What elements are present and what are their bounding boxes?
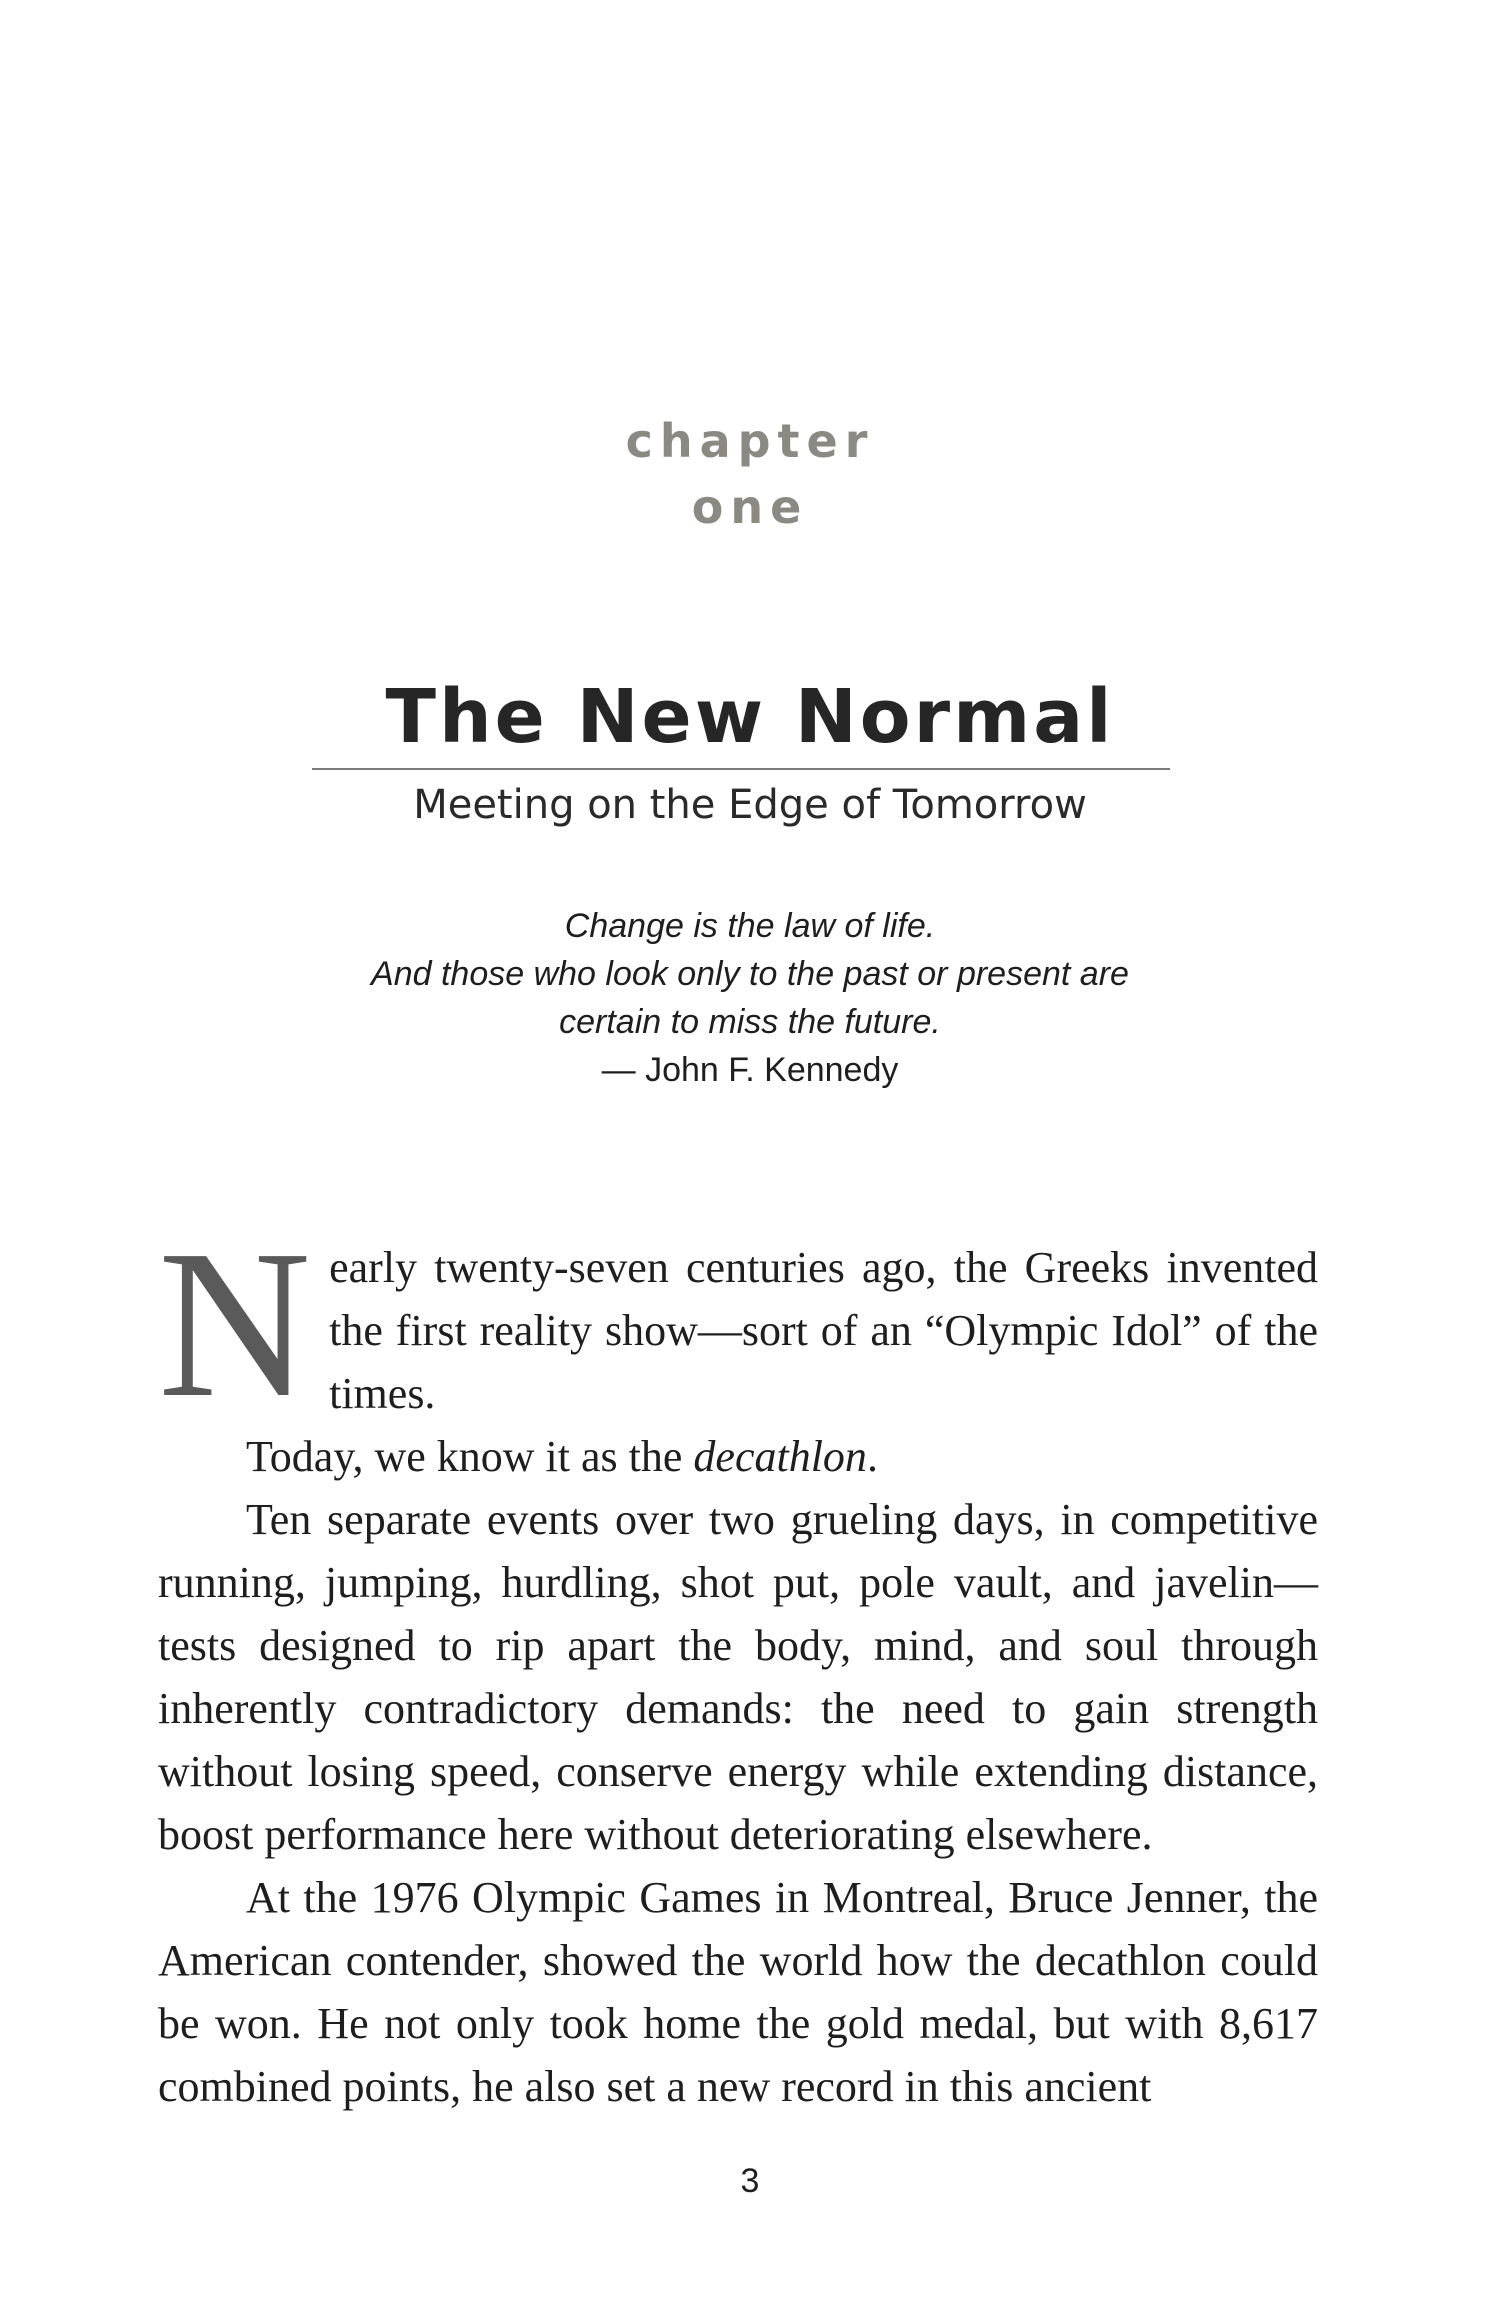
epigraph-attribution: — John F. Kennedy bbox=[601, 1051, 899, 1089]
paragraph-text: early twenty-seven centuries ago, the Greeks invented the first reality show—sort of an “Olympic Idol” of the times. bbox=[329, 1243, 1318, 1418]
epigraph bbox=[0, 902, 1500, 1094]
chapter-subtitle: Meeting on the Edge of Tomorrow bbox=[413, 782, 1087, 828]
paragraph-text: . bbox=[866, 1432, 878, 1481]
chapter-title: The New Normal bbox=[385, 674, 1115, 760]
epigraph-line: certain to miss the future. bbox=[559, 1003, 941, 1041]
paragraph: At the 1976 Olympic Games in Montreal, Bruce Jenner, the American contender, showed the world how the decathlon could be won. He not only took home the gold medal, but with 8,617 combined points, he also set a new record in this ancient bbox=[158, 1873, 1318, 2111]
paragraph-text: Today, we know it as the bbox=[246, 1432, 694, 1481]
chapter-label: chapter bbox=[625, 414, 875, 468]
paragraph bbox=[158, 1206, 1318, 1441]
chapter-number: one bbox=[691, 480, 809, 534]
body-text bbox=[158, 1206, 1318, 2118]
paragraph: Ten separate events over two grueling days, in competitive running, jumping, hurdling, shot put, pole vault, and javelin—tests designed to rip apart the body, mind, and soul through inherently contradictory demands: the need to gain strength without losing speed, conserve energy while extending distance, boost performance here without deteriorating elsewhere. bbox=[158, 1495, 1318, 1859]
drop-cap: N bbox=[158, 1206, 312, 1441]
page-number: 3 bbox=[740, 2162, 760, 2200]
epigraph-line: Change is the law of life. bbox=[564, 907, 936, 945]
epigraph-line: And those who look only to the past or present are bbox=[371, 955, 1129, 993]
emphasized-word: decathlon bbox=[693, 1432, 867, 1481]
title-underline bbox=[312, 768, 1170, 770]
paragraph bbox=[158, 1425, 1318, 1488]
